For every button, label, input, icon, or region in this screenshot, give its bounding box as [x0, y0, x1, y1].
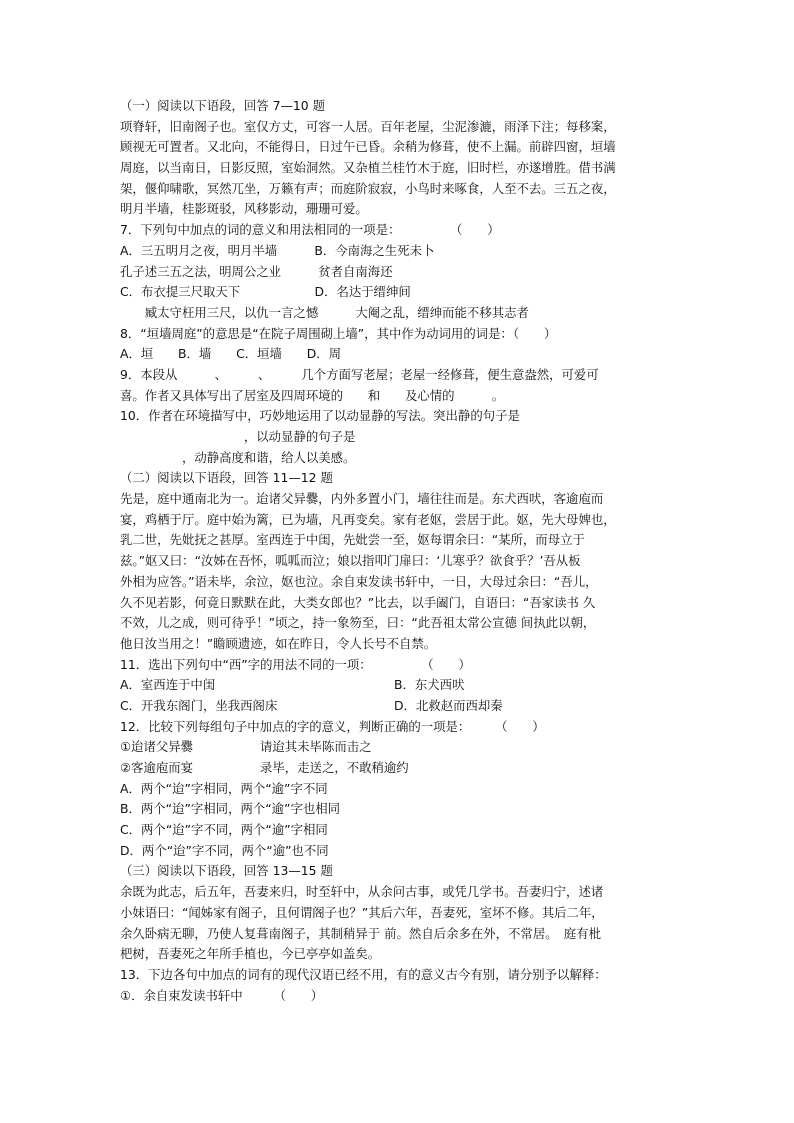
question-11-option-b: B．东犬西吠: [394, 677, 465, 693]
question-10-stem: 10．作者在环境描写中，巧妙地运用了以动显静的写法。突出静的句子是: [120, 408, 520, 424]
question-11-stem: 11．选出下列句中“西”字的用法不同的一项： （ ）: [120, 656, 471, 672]
section-2-passage: [120, 489, 676, 655]
question-11-options-row: [120, 675, 676, 696]
passage-line: 外相为应答。”语未毕，余泣，妪也泣。余自束发读书轩中，一日，大母过余曰：“吾儿，: [120, 573, 598, 589]
passage-line: 乳二世，先妣抚之甚厚。室西连于中闺，先妣尝一至，妪每谓余曰：“某所，而母立于: [120, 532, 585, 548]
passage-line: 顾视无可置者。又北向，不能得日，日过午已昏。余稍为修葺，使不上漏。前辟四窗，垣墙: [120, 139, 616, 155]
question-12-option: C．两个“迨”字不同，两个“逾”字相同: [120, 822, 328, 838]
question-12-pair-right: 请迨其未毕陈而击之: [260, 739, 372, 755]
question-11-option-d: D．北救赵而西却秦: [394, 697, 503, 713]
question-12-pair-left: ②客逾庖而宴: [120, 760, 194, 776]
question-7-option: A．三五明月之夜，明月半墙 B．今南海之生死未卜: [120, 242, 435, 258]
question-10-stem: ，以动显静的句子是: [120, 429, 356, 445]
question-10-stem: ，动静高度和谐，给人以美感。: [120, 449, 356, 465]
passage-line: 不效，儿之成，则可待乎！”顷之，持一象笏至，曰：“此吾祖太常公宣德 间执此以朝，: [120, 615, 596, 631]
section-2-title: （二）阅读以下语段，回答 11—12 题: [120, 470, 333, 486]
question-12-pair: [120, 737, 676, 758]
question-12-pair-left: ①迨诸父异爨: [120, 739, 194, 755]
question-12-option: D．两个“迨”字不同，两个“逾”也不同: [120, 842, 329, 858]
section-3-title: （三）阅读以下语段，回答 13—15 题: [120, 863, 333, 879]
question-9-stem: 9．本段从 、 、 几个方面写老屋；老屋一经修葺，便生意盎然，可爱可: [120, 366, 599, 382]
question-9-stem: 喜。作者又具体写出了居室及四周环境的 和 及心情的 。: [120, 387, 505, 403]
passage-line: 余久卧病无聊，乃使人复葺南阁子，其制稍异于 前。然自后余多在外，不常居。 庭有枇: [120, 925, 601, 941]
passage-line: 他日汝当用之！”瞻顾遗迹，如在昨日，令人长号不自禁。: [120, 635, 437, 651]
question-13-stem: 13．下边各句中加点的词有的现代汉语已经不用，有的意义古今有别，请分别予以解释：: [120, 966, 607, 982]
question-11-option-c: C．开我东阁门，坐我西阁床: [120, 697, 278, 713]
passage-line: 明月半墙，桂影斑驳，风移影动，珊珊可爱。: [120, 201, 368, 217]
question-13-item: ①．余自束发读书轩中 （ ）: [120, 987, 324, 1003]
question-12-pair-right: 录毕，走送之，不敢稍逾约: [260, 760, 409, 776]
question-7-option: 孔子述三五之法，明周公之业 贫者自南海还: [120, 263, 393, 279]
section-1-title: （一）阅读以下语段，回答 7—10 题: [120, 98, 325, 113]
question-12-option: A．两个“迨”字相同，两个“逾”字不同: [120, 780, 328, 796]
passage-line: 余既为此志，后五年，吾妻来归，时至轩中，从余问古事，或凭几学书。吾妻归宁，述诸: [120, 884, 604, 900]
passage-line: 宴，鸡栖于厅。庭中始为篱，已为墙，凡再变矣。家有老妪，尝居于此。妪，先大母婢也，: [120, 511, 616, 527]
passage-line: 小妹语曰：“闻姊家有阁子，且何谓阁子也？”其后六年，吾妻死，室坏不修。其后二年，: [120, 904, 604, 920]
question-11-option-a: A．室西连于中闺: [120, 677, 216, 693]
section-3-passage: [120, 882, 676, 965]
question-7-stem: 7．下列句中加点的词的意义和用法相同的一项是： （ ）: [120, 222, 500, 238]
question-8-stem: 8．“垣墙周庭”的意思是“在院子周围砌上墙”，其中作为动词用的词是：（ ）: [120, 325, 557, 341]
passage-line: 项脊轩，旧南阁子也。室仅方丈，可容一人居。百年老屋，尘泥渗漉，雨泽下注；每移案，: [120, 118, 616, 134]
passage-line: 杷树，吾妻死之年所手植也，今已亭亭如盖矣。: [120, 946, 381, 962]
question-12-stem: 12．比较下列每组句子中加点的字的意义，判断正确的一项是： （ ）: [120, 718, 545, 734]
passage-line: 架，偃仰啸歌，冥然兀坐，万籁有声；而庭阶寂寂，小鸟时来啄食，人至不去。三五之夜，: [120, 180, 616, 196]
document-content: [120, 96, 676, 1006]
passage-line: 先是，庭中通南北为一。迨诸父异爨，内外多置小门，墙往往而是。东犬西吠，客逾庖而: [120, 491, 604, 507]
question-7-option: 臧太守枉用三尺，以仇一言之憾 大阉之乱，缙绅而能不移其志者: [120, 304, 529, 320]
question-7-option: C．布衣提三尺取天下 D．名达于缙绅间: [120, 284, 411, 300]
question-12-option: B．两个“迨”字相同，两个“逾”字也相同: [120, 801, 341, 817]
question-12-pair: [120, 758, 676, 779]
passage-line: 周庭，以当南日，日影反照，室始洞然。又杂植兰桂竹木于庭，旧时栏，亦遂增胜。借书满: [120, 160, 616, 176]
question-8-options: A．垣 B．墙 C．垣墙 D．周: [120, 346, 342, 362]
passage-line: 久不见若影，何竟日默默在此，大类女郎也？”比去，以手阖门，自语曰：“吾家读书 久: [120, 594, 596, 610]
question-11-options-row: [120, 696, 676, 717]
section-1-passage: [120, 117, 676, 220]
passage-line: 兹。”妪又曰：“汝姊在吾怀，呱呱而泣；娘以指叩门扉曰：‘儿寒乎？欲食乎？’吾从板: [120, 553, 581, 569]
